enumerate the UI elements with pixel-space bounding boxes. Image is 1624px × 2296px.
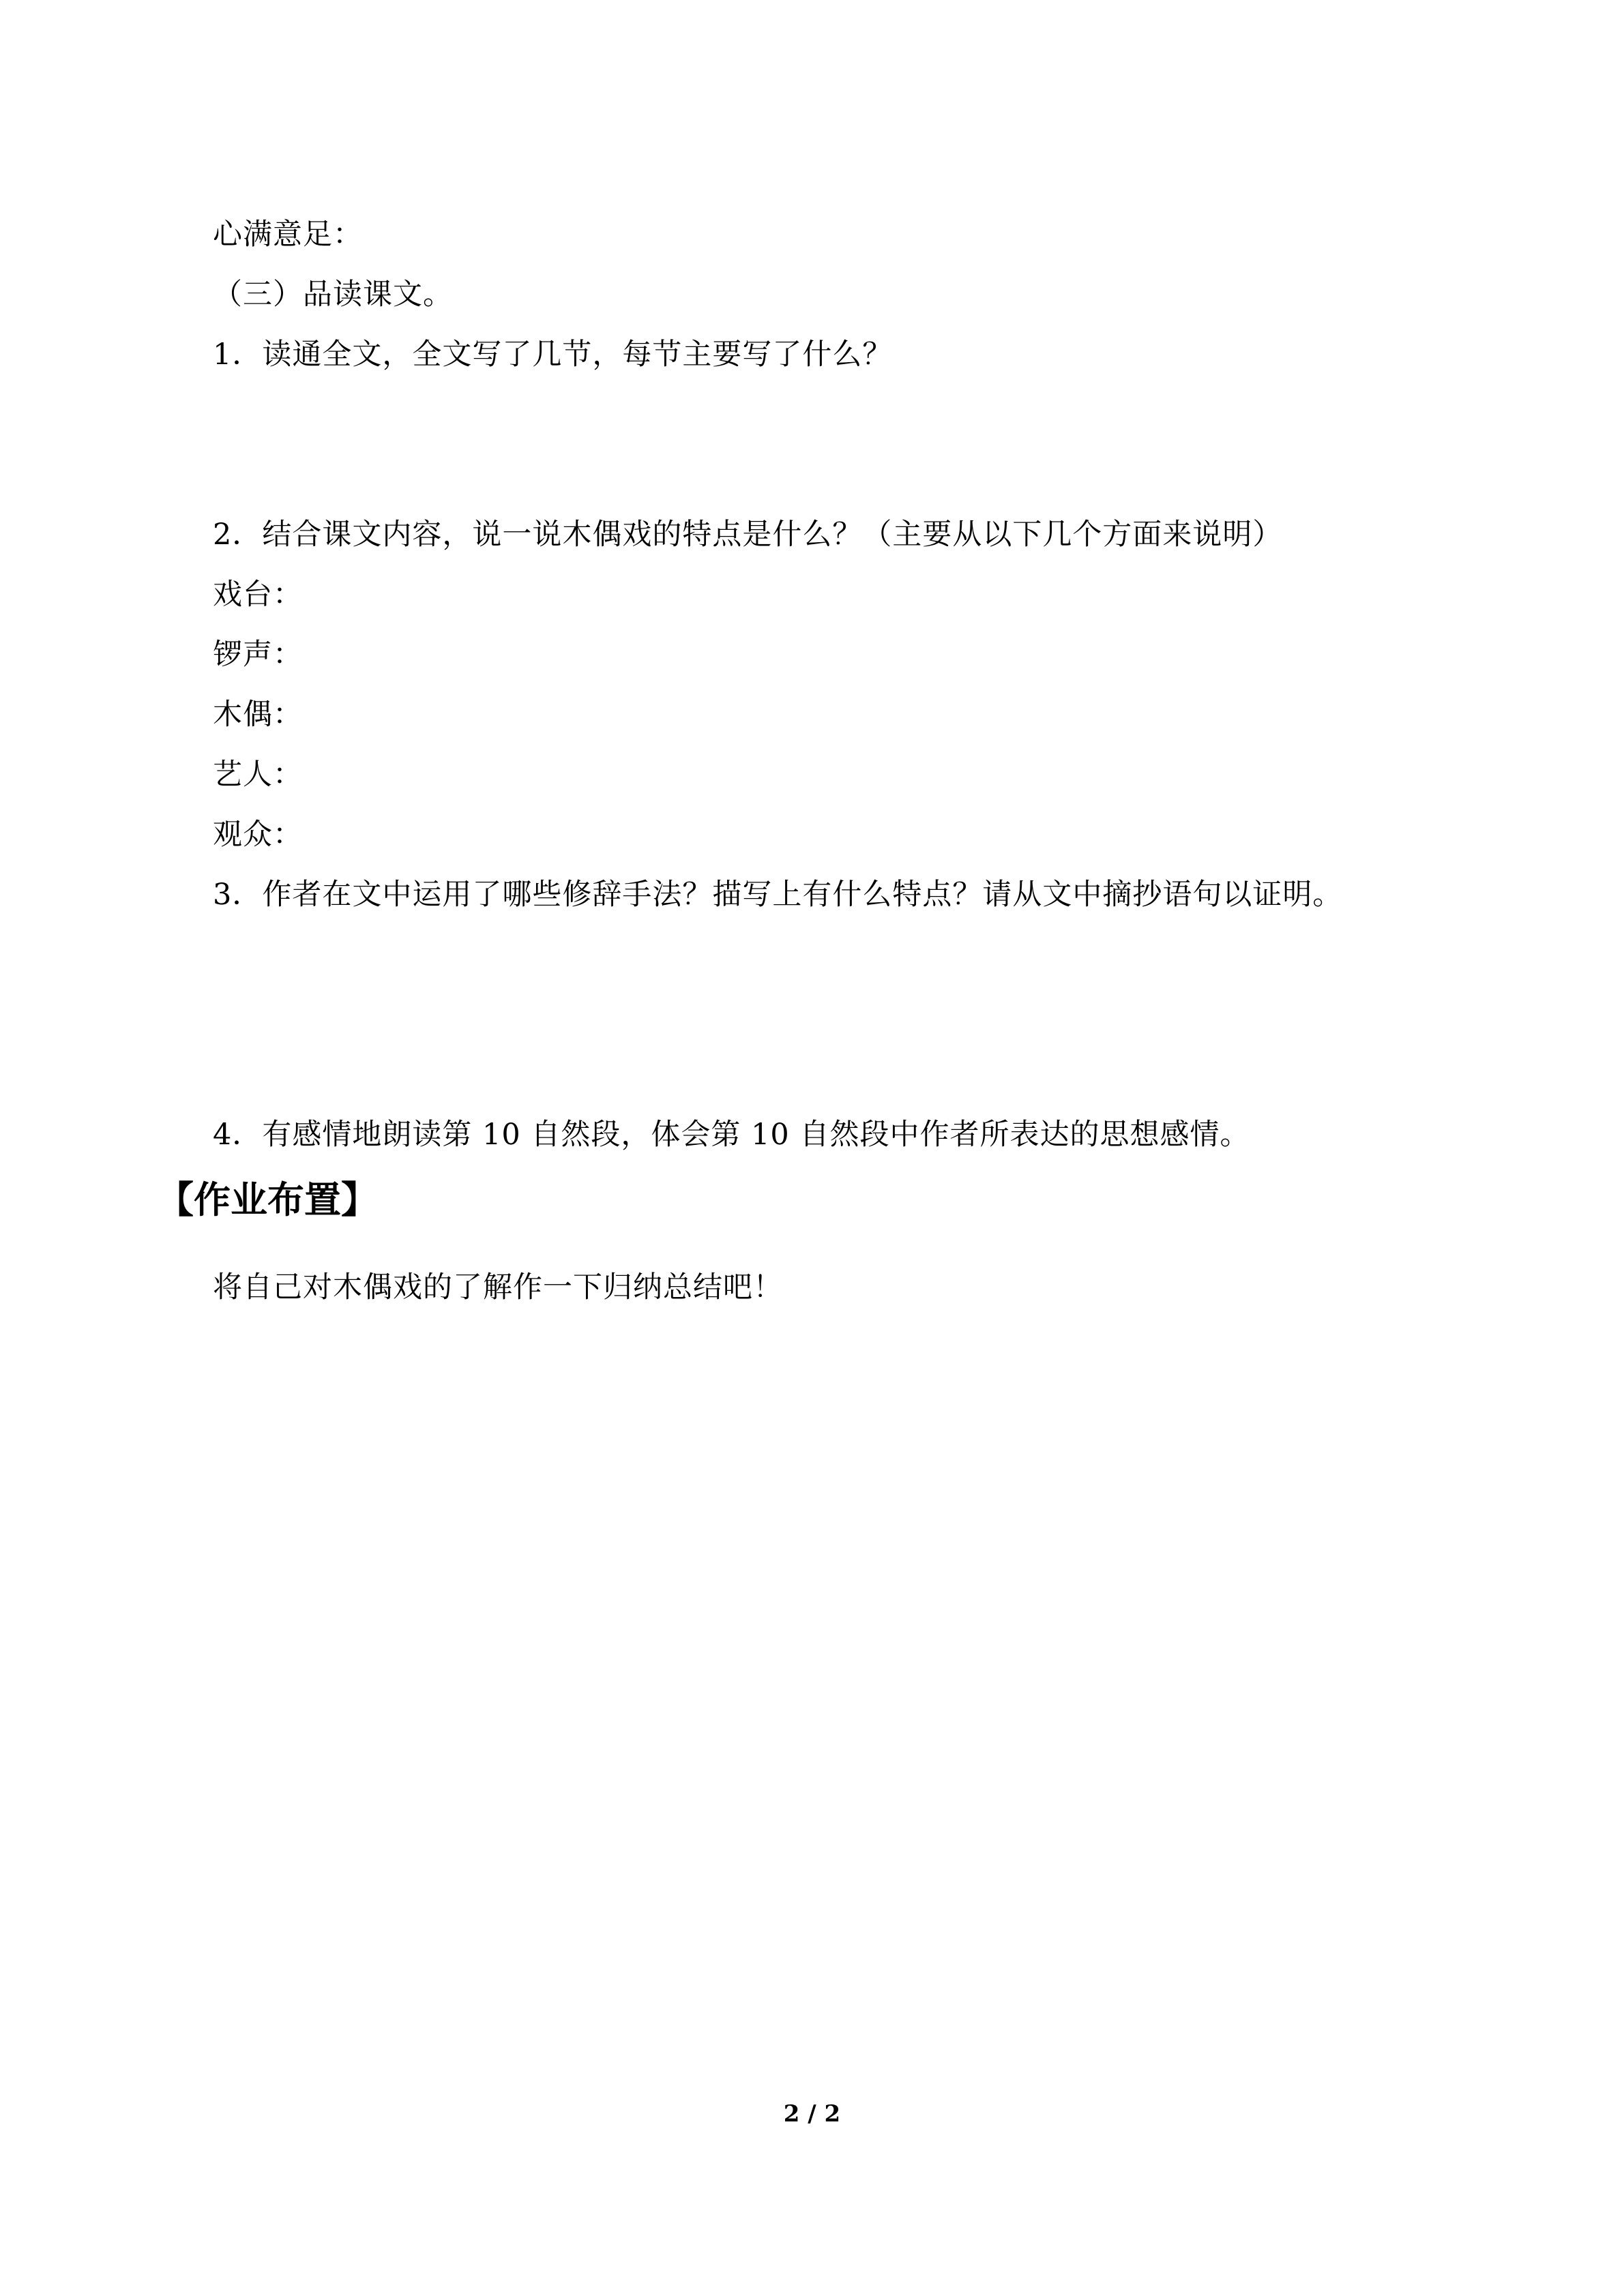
homework-task: 将自己对木偶戏的了解作一下归纳总结吧！: [213, 1270, 783, 1304]
aspect-artist: 艺人：: [213, 758, 303, 792]
question-2: 2．结合课文内容，说一说木偶戏的特点是什么？（主要从以下几个方面来说明）: [213, 518, 1283, 552]
aspect-gong: 锣声：: [213, 638, 303, 672]
aspect-stage: 戏台：: [213, 578, 303, 612]
text-satisfied: 心满意足：: [213, 218, 363, 252]
homework-heading: 【作业布置】: [157, 1178, 378, 1221]
question-3: 3．作者在文中运用了哪些修辞手法？描写上有什么特点？请从文中摘抄语句以证明。: [213, 878, 1343, 912]
question-1: 1．读通全文，全文写了几节，每节主要写了什么？: [213, 338, 893, 372]
page-number: 2 / 2: [783, 2100, 841, 2128]
aspect-audience: 观众：: [213, 818, 303, 852]
aspect-puppet: 木偶：: [213, 698, 303, 732]
section-three-title: （三）品读课文。: [213, 278, 453, 312]
question-4: 4．有感情地朗读第 10 自然段，体会第 10 自然段中作者所表达的思想感情。: [213, 1118, 1250, 1152]
